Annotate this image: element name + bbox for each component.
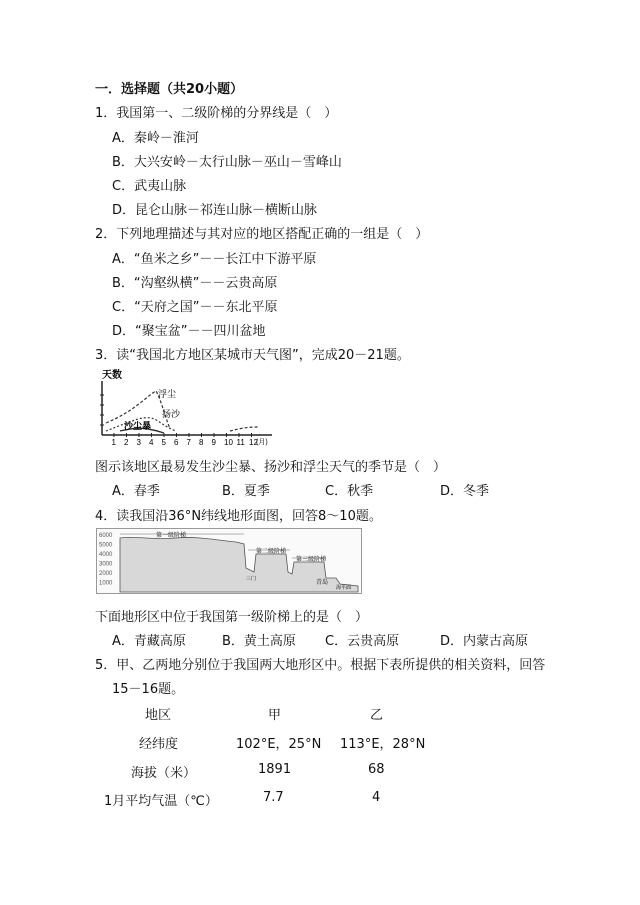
question-2-option-b: B．“沟壑纵横”－－云贵高原 xyxy=(112,276,278,291)
chart-x-tick-label: 4 xyxy=(149,438,154,447)
chart-x-tick-label: 3 xyxy=(136,438,141,447)
weather-chart xyxy=(100,367,280,447)
question-4-stem: 4．读我国沿36°N纬线地形面图，回答8～10题。 xyxy=(95,509,382,524)
chart-x-tick-label: 12 xyxy=(249,438,258,447)
table-cell-yi-jan-temp: 4 xyxy=(372,790,381,805)
table-row-label-jan-temp: 1月平均气温（℃） xyxy=(104,794,218,809)
question-2-option-a: A．“鱼米之乡”－－长江中下游平原 xyxy=(112,252,317,267)
chart-x-tick-label: 8 xyxy=(199,438,204,447)
profile-y-tick-label: 3000 xyxy=(99,561,113,568)
chart-x-tick-label: 7 xyxy=(186,438,191,447)
chart-x-tick-label: 9 xyxy=(211,438,216,447)
question-3-option-b: B．夏季 xyxy=(222,484,270,499)
question-4-sub-stem: 下面地形区中位于我国第一级阶梯上的是（ ） xyxy=(95,610,369,625)
table-row-label-coords: 经纬度 xyxy=(139,737,179,752)
chart-x-tick-label: 10 xyxy=(224,438,233,447)
chart-label-yangsha: 扬沙 xyxy=(162,409,181,419)
profile-y-tick-label: 4000 xyxy=(99,552,113,558)
profile-y-tick-label: 2000 xyxy=(99,571,113,577)
chart-x-tick-label: 5 xyxy=(161,438,166,447)
table-cell-yi-coords: 113°E，28°N xyxy=(340,737,426,752)
table-cell-jia-jan-temp: 7.7 xyxy=(263,790,284,805)
chart-x-unit: (月) xyxy=(256,439,268,446)
table-header-yi: 乙 xyxy=(370,708,384,723)
chart-x-tick-label: 1 xyxy=(111,438,116,447)
question-3-stem: 3．读“我国北方地区某城市天气图”，完成20－21题。 xyxy=(95,348,410,363)
profile-label-sea: 海平面 xyxy=(336,585,352,591)
question-3-option-a: A．春季 xyxy=(112,484,160,499)
question-1-option-b: B．大兴安岭－太行山脉－巫山－雪峰山 xyxy=(112,155,342,170)
profile-label-step2: 第二级阶梯 xyxy=(256,549,287,555)
question-2-stem: 2．下列地理描述与其对应的地区搭配正确的一组是（ ） xyxy=(95,227,429,242)
question-2-option-d: D．“聚宝盆”－－四川盆地 xyxy=(112,324,266,339)
question-1-stem: 1．我国第一、二级阶梯的分界线是（ ） xyxy=(95,106,338,121)
table-cell-jia-altitude: 1891 xyxy=(258,762,292,777)
question-2-option-c: C．“天府之国”－－东北平原 xyxy=(112,300,278,315)
profile-y-tick-label: 5000 xyxy=(99,542,113,549)
question-4-option-b: B．黄土高原 xyxy=(222,634,296,649)
profile-label-qingdao: 青岛 xyxy=(316,580,329,586)
question-5-stem-line2: 15－16题。 xyxy=(112,682,185,697)
question-1-option-c: C．武夷山脉 xyxy=(112,179,187,194)
section-title: 一．选择题（共20小题） xyxy=(95,82,244,97)
question-3-sub-stem: 图示该地区最易发生沙尘暴、扬沙和浮尘天气的季节是（ ） xyxy=(95,460,447,475)
chart-x-tick-label: 11 xyxy=(236,438,245,447)
chart-x-tick-label: 6 xyxy=(174,438,179,447)
question-5-stem-line1: 5．甲、乙两地分别位于我国两大地形区中。根据下表所提供的相关资料，回答 xyxy=(95,658,546,673)
chart-winter-line xyxy=(230,427,258,431)
profile-label-river: 三门 xyxy=(246,576,257,582)
question-3-option-c: C．秋季 xyxy=(325,484,374,499)
question-1-option-a: A．秦岭－淮河 xyxy=(112,131,199,146)
profile-y-tick-label: 6000 xyxy=(99,533,113,539)
table-header-region: 地区 xyxy=(145,708,172,723)
table-row-label-altitude: 海拔（米） xyxy=(131,766,197,781)
question-4-option-a: A．青藏高原 xyxy=(112,634,186,649)
profile-label-step1: 第一级阶梯 xyxy=(156,533,187,539)
chart-ylabel: 天数 xyxy=(102,370,122,381)
question-3-option-d: D．冬季 xyxy=(440,484,490,499)
chart-label-shachenbao: 沙尘暴 xyxy=(124,421,152,431)
terrain-profile xyxy=(96,528,362,594)
table-cell-yi-altitude: 68 xyxy=(368,762,385,777)
chart-x-tick-label: 2 xyxy=(124,438,129,447)
question-4-option-c: C．云贵高原 xyxy=(325,634,400,649)
profile-y-tick-label: 1000 xyxy=(99,580,113,587)
profile-label-step3: 第三级阶梯 xyxy=(296,557,327,563)
chart-label-fuchen: 浮尘 xyxy=(158,389,177,399)
question-4-option-d: D．内蒙古高原 xyxy=(440,634,529,649)
question-1-option-d: D．昆仑山脉－祁连山脉－横断山脉 xyxy=(112,203,318,218)
table-cell-jia-coords: 102°E，25°N xyxy=(236,737,322,752)
table-header-jia: 甲 xyxy=(268,708,282,723)
